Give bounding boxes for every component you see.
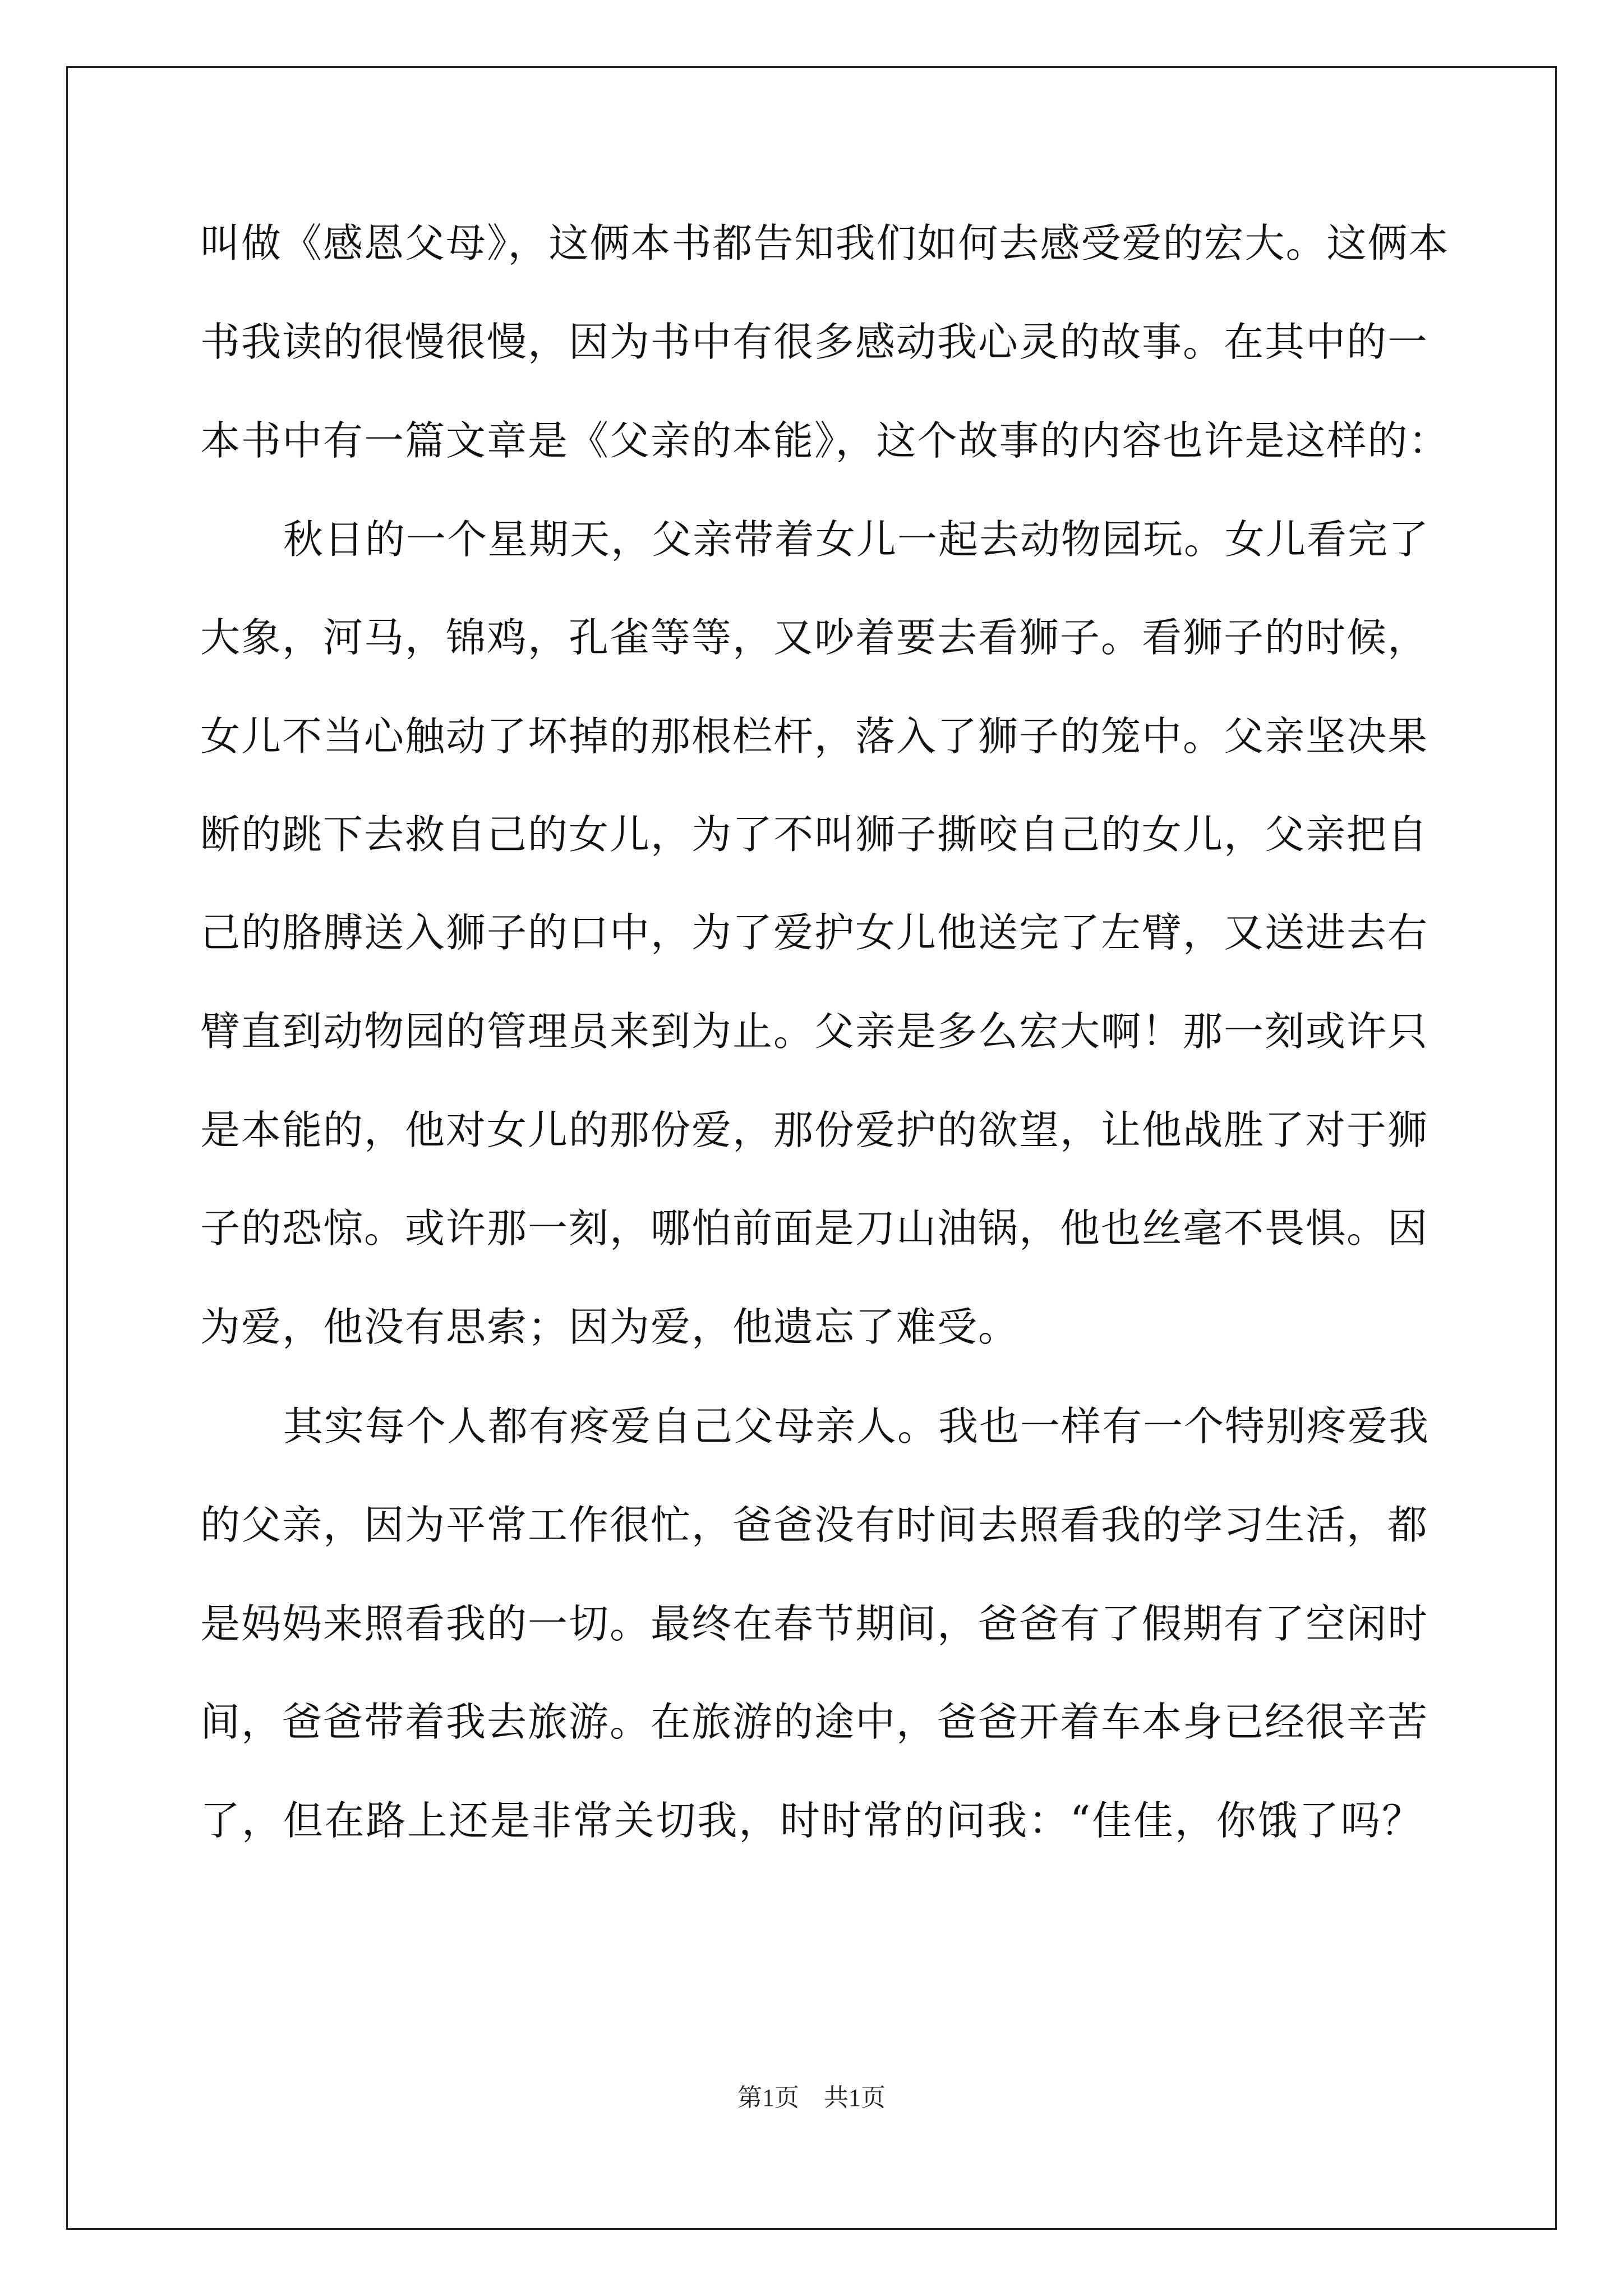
- text-line-5: 大象，河马，锦鸡，孔雀等等，又吵着要去看狮子。看狮子的时候，: [200, 614, 1429, 661]
- text-line-4: 秋日的一个星期天，父亲带着女儿一起去动物园玩。女儿看完了: [283, 516, 1430, 563]
- text-line-6: 女儿不当心触动了坏掉的那根栏杆，落入了狮子的笼中。父亲坚决果: [200, 713, 1429, 760]
- text-line-7: 断的跳下去救自己的女儿，为了不叫狮子撕咬自己的女儿，父亲把自: [200, 811, 1429, 858]
- text-line-16: 间，爸爸带着我去旅游。在旅游的途中，爸爸开着车本身已经很辛苦: [200, 1699, 1429, 1745]
- text-line-2: 书我读的很慢很慢，因为书中有很多感动我心灵的故事。在其中的一: [200, 319, 1429, 365]
- text-line-3: 本书中有一篇文章是《父亲的本能》，这个故事的内容也许是这样的：: [200, 417, 1450, 464]
- text-line-8: 己的胳膊送入狮子的口中，为了爱护女儿他送完了左臂，又送进去右: [200, 909, 1429, 956]
- text-line-12: 为爱，他没有思索；因为爱，他遗忘了难受。: [200, 1304, 1020, 1350]
- text-line-11: 子的恐惊。或许那一刻，哪怕前面是刀山油锅，他也丝毫不畏惧。因: [200, 1205, 1429, 1251]
- text-line-10: 是本能的，他对女儿的那份爱，那份爱护的欲望，让他战胜了对于狮: [200, 1107, 1429, 1153]
- text-line-17: 了，但在路上还是非常关切我，时时常的问我：“佳佳，你饿了吗？: [200, 1797, 1423, 1844]
- text-line-9: 臂直到动物园的管理员来到为止。父亲是多么宏大啊！那一刻或许只: [200, 1008, 1429, 1055]
- page-footer: 第1页 共1页: [737, 2084, 886, 2111]
- text-line-14: 的父亲，因为平常工作很忙，爸爸没有时间去照看我的学习生活，都: [200, 1502, 1429, 1548]
- text-line-13: 其实每个人都有疼爱自己父母亲人。我也一样有一个特别疼爱我: [283, 1403, 1430, 1450]
- text-line-1: 叫做《感恩父母》，这俩本书都告知我们如何去感受爱的宏大。这俩本: [200, 220, 1450, 266]
- text-line-15: 是妈妈来照看我的一切。最终在春节期间，爸爸有了假期有了空闲时: [200, 1600, 1429, 1647]
